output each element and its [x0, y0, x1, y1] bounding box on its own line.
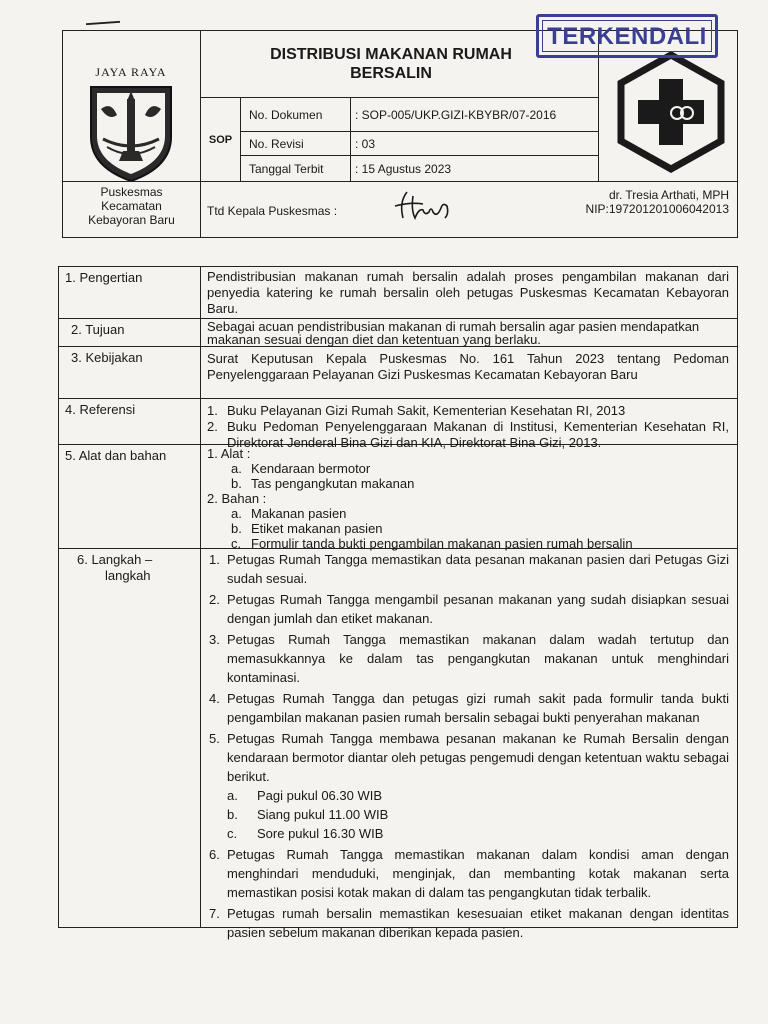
step-number: 6. [209, 847, 220, 862]
head-name: dr. Tresia Arthati, MPH [608, 188, 729, 202]
item-letter: b. [231, 521, 242, 536]
time-letter: a. [227, 788, 238, 803]
alat-title: 1. Alat : [207, 446, 251, 461]
meta-row-dokumen [241, 98, 599, 132]
step-item [203, 845, 729, 902]
section-content [207, 403, 729, 451]
step-number: 3. [209, 632, 220, 647]
steps-list [203, 550, 729, 942]
section-label: 1. Pengertian [59, 267, 201, 318]
item-number: 2. [207, 419, 218, 434]
section-content [207, 446, 729, 551]
item-text: Buku Pelayanan Gizi Rumah Sakit, Kementerian Kesehatan RI, 2013 [227, 403, 626, 418]
time-text: Siang pukul 11.00 WIB [257, 807, 389, 822]
row-alat-bahan [59, 445, 737, 549]
puskesmas-line: Kecamatan [101, 199, 162, 213]
section-text: Surat Keputusan Kepala Puskesmas No. 161 Tahun 2023 tentang Pedoman Penyelenggaraan Pelayanan Gizi Puskesmas Kecamatan Kebayoran Baru [207, 351, 729, 382]
time-item [227, 824, 729, 843]
list-item [207, 521, 729, 536]
item-text: Makanan pasien [251, 506, 347, 521]
scan-mark [86, 21, 120, 25]
section-text: Pendistribusian makanan rumah bersalin adalah proses pengambilan makanan dari penyedia katering ke rumah bersalin oleh petugas Puskesmas Kecamatan Kebayoran Baru. [207, 269, 729, 316]
item-letter: a. [231, 506, 242, 521]
section-label-line: 6. Langkah – [77, 552, 153, 567]
puskesmas-name [63, 182, 201, 238]
bahan-title: 2. Bahan : [207, 491, 267, 506]
step-text: Petugas Rumah Tangga memastikan makanan dalam wadah tertutup dan memasukkannya ke dalam tas pengangkutan makanan untuk menghindari kontaminasi. [227, 632, 729, 685]
time-item [227, 786, 729, 805]
list-item [207, 403, 729, 419]
document-title: DISTRIBUSI MAKANAN RUMAH BERSALIN [270, 46, 512, 82]
meta-value: : 03 [355, 136, 376, 151]
ttd-label: Ttd Kepala Puskesmas : [207, 204, 338, 218]
section-text: Sebagai acuan pendistribusian makanan di rumah bersalin agar pasien mendapatkan makanan sesuai dengan diet dan ketentuan yang berlaku. [207, 319, 700, 347]
meta-row-revisi [241, 132, 599, 156]
signature-row [63, 181, 737, 238]
row-pengertian [59, 267, 737, 319]
list-item [207, 461, 729, 476]
terkendali-stamp [536, 14, 718, 58]
sop-label: SOP [201, 97, 241, 181]
section-label [59, 549, 201, 927]
stamp-text: TERKENDALI [547, 23, 707, 50]
meta-value: : SOP-005/UKP.GIZI-KBYBR/07-2016 [355, 107, 557, 122]
list-item [207, 476, 729, 491]
head-of-puskesmas [586, 188, 729, 216]
time-item [227, 805, 729, 824]
signature-icon [389, 188, 453, 224]
item-number: 1. [207, 403, 218, 418]
time-letter: c. [227, 826, 238, 841]
puskesmas-line: Puskesmas [100, 185, 163, 199]
item-text: Formulir tanda bukti pengambilan makanan pasien rumah bersalin [251, 536, 633, 551]
sop-content-table [58, 266, 738, 940]
step-number: 5. [209, 731, 220, 746]
step-text: Petugas rumah bersalin memastikan kesesuaian etiket makanan dengan identitas pasien sebelum makanan diberikan kepada pasien. [227, 906, 729, 940]
section-label: 2. Tujuan [59, 319, 201, 346]
section-label: 4. Referensi [59, 399, 201, 444]
step-number: 1. [209, 552, 220, 567]
item-letter: b. [231, 476, 242, 491]
step-item [203, 904, 729, 942]
meta-label: No. Revisi [241, 132, 351, 155]
logo-cell [63, 31, 201, 181]
meta-label: No. Dokumen [241, 98, 351, 131]
item-text: Tas pengangkutan makanan [251, 476, 415, 491]
step-text: Petugas Rumah Tangga memastikan makanan dalam kondisi aman dengan menghindari menduduki, menginjak, dan membanting kotak makanan serta memastikan posisi kotak makan di dalam tas pengangkutan tidak terbalik. [227, 847, 729, 900]
step-text: Petugas Rumah Tangga membawa pesanan makanan ke Rumah Bersalin dengan kendaraan bermotor diantar oleh petugas pengemudi dengan ketentuan waktu sebagai berikut. [227, 731, 729, 784]
section-label: 5. Alat dan bahan [59, 445, 201, 548]
meta-value: : 15 Agustus 2023 [355, 162, 452, 176]
section-content [203, 550, 729, 944]
logo-text: JAYA RAYA [95, 65, 167, 79]
times-list [227, 786, 729, 843]
puskesmas-logo-icon [617, 51, 725, 173]
row-referensi [59, 399, 737, 450]
step-number: 7. [209, 906, 220, 921]
step-text: Petugas Rumah Tangga dan petugas gizi rumah sakit pada formulir tanda bukti pengambilan makanan pasien rumah bersalin sebagai bukti penyerahan makanan [227, 691, 729, 725]
step-item [203, 550, 729, 588]
row-kebijakan [59, 347, 737, 399]
sop-header [62, 30, 738, 238]
row-langkah [59, 549, 737, 940]
document-meta [241, 97, 599, 182]
referensi-list [207, 403, 729, 451]
alat-list [207, 461, 729, 491]
step-item [203, 729, 729, 843]
step-item [203, 630, 729, 687]
item-text: Kendaraan bermotor [251, 461, 371, 476]
time-text: Pagi pukul 06.30 WIB [257, 788, 383, 803]
item-text: Etiket makanan pasien [251, 521, 383, 536]
row-tujuan [59, 319, 737, 347]
item-text: Buku Pedoman Penyelenggaraan Makanan di Institusi, Kementerian Kesehatan RI, Direktorat Jenderal Bina Gizi dan KIA, Direktorat Bina Gizi, 2013. [227, 419, 729, 450]
jaya-raya-emblem-icon [83, 81, 179, 185]
step-number: 2. [209, 592, 220, 607]
step-text: Petugas Rumah Tangga memastikan data pesanan makanan pasien dari Petugas Gizi sudah sesuai. [227, 552, 729, 586]
step-item [203, 689, 729, 727]
meta-row-tanggal [241, 156, 599, 182]
step-number: 4. [209, 691, 220, 706]
item-letter: c. [231, 536, 242, 551]
step-item [203, 590, 729, 628]
step-text: Petugas Rumah Tangga mengambil pesanan makanan yang sudah disiapkan sesuai dengan jumlah dan etiket makanan. [227, 592, 729, 626]
meta-label: Tanggal Terbit [241, 156, 351, 182]
puskesmas-line: Kebayoran Baru [88, 213, 175, 227]
time-letter: b. [227, 807, 238, 822]
section-label: 3. Kebijakan [59, 347, 201, 398]
item-letter: a. [231, 461, 242, 476]
list-item [207, 506, 729, 521]
section-label-line: langkah [105, 568, 151, 583]
head-nip: NIP:197201201006042013 [585, 202, 729, 216]
time-text: Sore pukul 16.30 WIB [257, 826, 384, 841]
bahan-list [207, 506, 729, 551]
